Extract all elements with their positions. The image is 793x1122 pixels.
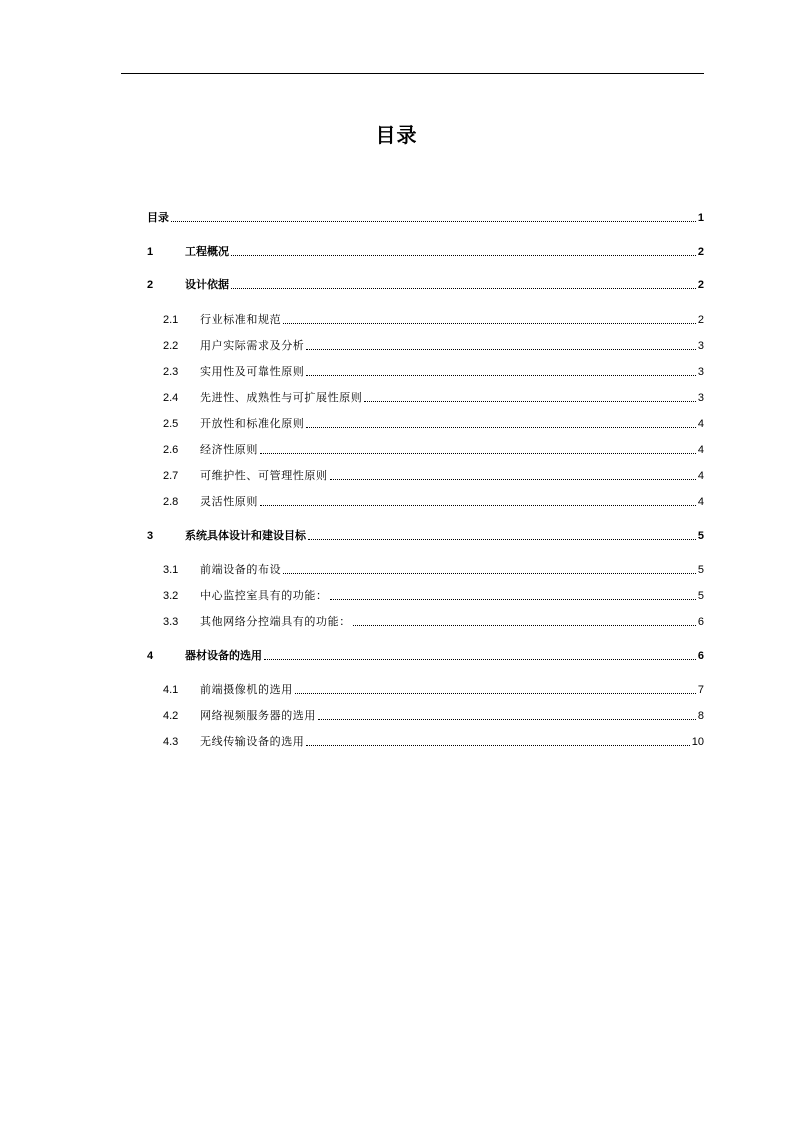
toc-leader-dots (330, 598, 696, 600)
toc-leader-dots (318, 718, 696, 720)
toc-leader-dots (171, 220, 696, 222)
toc-entry-title: 行业标准和规范 (200, 314, 282, 326)
toc-page-number: 6 (697, 650, 704, 662)
toc-section-number: 2.8 (163, 496, 179, 508)
toc-page-number: 3 (697, 392, 704, 404)
toc-entry-title: 可维护性、可管理性原则 (200, 470, 328, 482)
toc-section-number: 2.4 (163, 392, 179, 404)
toc-entry-3-2[interactable] (163, 587, 704, 603)
toc-entry-2-5[interactable] (163, 415, 704, 431)
toc-leader-dots (364, 400, 695, 402)
toc-entry-title: 先进性、成熟性与可扩展性原则 (200, 392, 363, 404)
toc-leader-dots (283, 322, 696, 324)
toc-page-number: 4 (697, 444, 704, 456)
toc-leader-dots (306, 374, 695, 376)
toc-section-number: 4.2 (163, 710, 179, 722)
toc-entry-4-3[interactable] (163, 733, 704, 749)
toc-page-number: 6 (697, 616, 704, 628)
toc-leader-dots (306, 426, 695, 428)
toc-page-number: 5 (697, 564, 704, 576)
toc-leader-dots (260, 504, 696, 506)
toc-section-number: 1 (147, 246, 154, 258)
toc-entry-2-4[interactable] (163, 389, 704, 405)
toc-page-number: 4 (697, 470, 704, 482)
toc-leader-dots (353, 624, 696, 626)
toc-entry-2[interactable] (147, 276, 704, 292)
toc-entry-title: 目录 (147, 212, 169, 224)
toc-entry-4[interactable] (147, 647, 704, 663)
toc-entry-title: 网络视频服务器的选用 (200, 710, 316, 722)
toc-entry-2-3[interactable] (163, 363, 704, 379)
toc-leader-dots (308, 538, 696, 540)
toc-entry-title: 中心监控室具有的功能： (200, 590, 328, 602)
toc-entry-title: 器材设备的选用 (185, 650, 262, 662)
toc-entry-contents[interactable] (147, 209, 704, 225)
toc-entry-title: 用户实际需求及分析 (200, 340, 305, 352)
toc-entry-title: 其他网络分控端具有的功能： (200, 616, 351, 628)
toc-leader-dots (283, 572, 696, 574)
toc-section-number: 4.3 (163, 736, 179, 748)
toc-page-number: 3 (697, 340, 704, 352)
toc-page-number: 8 (697, 710, 704, 722)
toc-entry-title: 无线传输设备的选用 (200, 736, 305, 748)
toc-page-number: 2 (697, 314, 704, 326)
toc-section-number: 2.2 (163, 340, 179, 352)
toc-section-number: 3 (147, 530, 154, 542)
toc-leader-dots (295, 692, 696, 694)
toc-section-number: 3.3 (163, 616, 179, 628)
toc-page-number: 5 (697, 590, 704, 602)
toc-page-number: 7 (697, 684, 704, 696)
toc-entry-1[interactable] (147, 243, 704, 259)
toc-section-number: 2.5 (163, 418, 179, 430)
toc-entry-title: 实用性及可靠性原则 (200, 366, 305, 378)
toc-leader-dots (330, 478, 696, 480)
toc-section-number: 3.2 (163, 590, 179, 602)
toc-entry-title: 工程概况 (185, 246, 229, 258)
toc-entry-title: 前端设备的布设 (200, 564, 282, 576)
toc-entry-2-7[interactable] (163, 467, 704, 483)
toc-leader-dots (306, 744, 689, 746)
toc-entry-3-1[interactable] (163, 561, 704, 577)
toc-entry-title: 经济性原则 (200, 444, 258, 456)
toc-page-number: 4 (697, 418, 704, 430)
toc-leader-dots (260, 452, 696, 454)
toc-entry-3-3[interactable] (163, 613, 704, 629)
toc-page-number: 3 (697, 366, 704, 378)
toc-page-number: 10 (691, 736, 704, 748)
toc-entry-4-2[interactable] (163, 707, 704, 723)
toc-page-number: 2 (697, 279, 704, 291)
toc-page-number: 5 (697, 530, 704, 542)
toc-entry-title: 前端摄像机的选用 (200, 684, 293, 696)
toc-section-number: 2.3 (163, 366, 179, 378)
toc-section-number: 3.1 (163, 564, 179, 576)
toc-entry-title: 开放性和标准化原则 (200, 418, 305, 430)
toc-leader-dots (264, 658, 696, 660)
toc-entry-title: 系统具体设计和建设目标 (185, 530, 306, 542)
toc-section-number: 2.7 (163, 470, 179, 482)
toc-entry-2-2[interactable] (163, 337, 704, 353)
toc-page-number: 1 (697, 212, 704, 224)
toc-entry-title: 设计依据 (185, 279, 229, 291)
toc-section-number: 4.1 (163, 684, 179, 696)
toc-entry-2-8[interactable] (163, 493, 704, 509)
toc-section-number: 4 (147, 650, 154, 662)
toc-entry-3[interactable] (147, 527, 704, 543)
toc-entry-2-6[interactable] (163, 441, 704, 457)
toc-page-number: 2 (697, 246, 704, 258)
toc-section-number: 2 (147, 279, 154, 291)
toc-leader-dots (231, 287, 696, 289)
toc-entry-2-1[interactable] (163, 311, 704, 327)
header-rule (121, 73, 704, 74)
toc-entry-title: 灵活性原则 (200, 496, 258, 508)
page-title: 目录 (375, 125, 418, 147)
toc-entry-4-1[interactable] (163, 681, 704, 697)
toc-leader-dots (306, 348, 695, 350)
toc-leader-dots (231, 254, 696, 256)
toc-page-number: 4 (697, 496, 704, 508)
toc-section-number: 2.1 (163, 314, 179, 326)
toc-section-number: 2.6 (163, 444, 179, 456)
